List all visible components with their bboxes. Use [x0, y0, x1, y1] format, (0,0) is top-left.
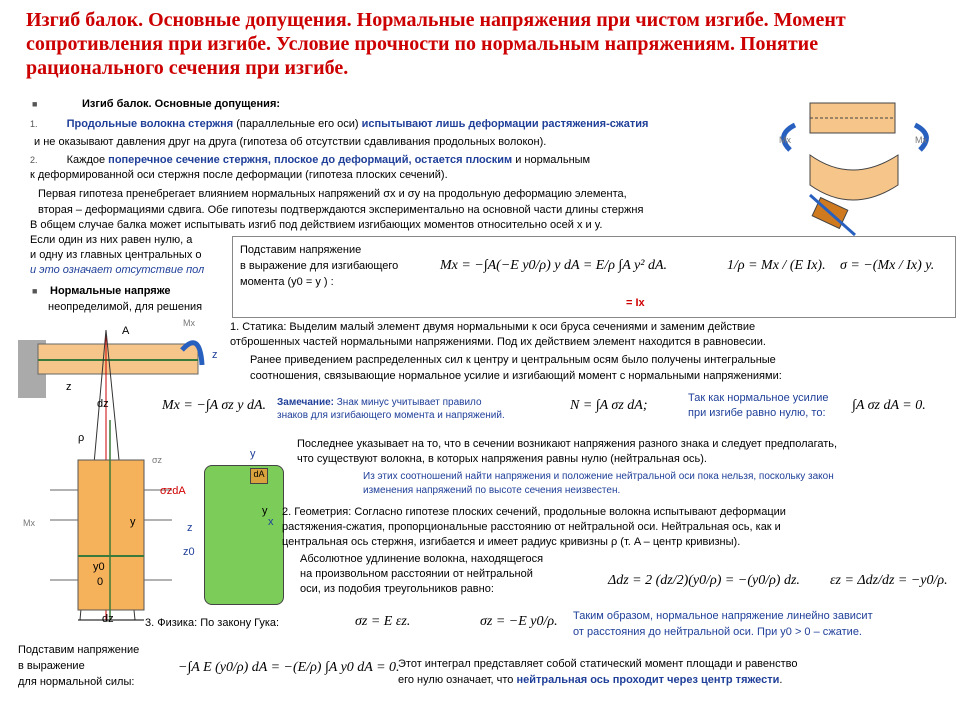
dz-bottom-label: dz	[102, 613, 114, 625]
beam-element-diagram	[10, 320, 210, 640]
n-note-1: Так как нормальное усилие	[688, 392, 829, 404]
section2-line: неопределимой, для решения	[48, 301, 203, 313]
bottom-right-1: Этот интеграл представляет собой статический момент площади и равенство	[398, 658, 798, 670]
z0-label: z0	[183, 546, 195, 558]
epsilon-formula: εz = Δdz/dz = −y0/ρ.	[830, 573, 948, 588]
remark: Замечание: Знак минус учитывает правило знаков для изгибающего момента и напряжений.	[277, 397, 505, 421]
section2-heading: Нормальные напряже	[50, 285, 171, 297]
n-note-2: при изгибе равно нулю, то:	[688, 407, 826, 419]
n-definition-formula: N = ∫A σz dA;	[570, 398, 648, 413]
para-5: и одну из главных центральных о	[30, 249, 202, 261]
rho-label: ρ	[78, 432, 85, 444]
section-heading: Изгиб балок. Основные допущения:	[82, 98, 281, 110]
dz-top-label: dz	[97, 398, 109, 410]
geom-p3: центральная ось стержня, изгибается и имеет радиус кривизны ρ (т. A – центр кривизны).	[282, 536, 741, 548]
item-1: 1. Продольные волокна стержня (параллельные его оси) испытывают лишь деформации растяжения-сжатия	[30, 118, 649, 130]
phys-conclusion-1: Таким образом, нормальное напряжение линейно зависит	[573, 610, 873, 622]
static-p5: Последнее указывает на то, что в сечении возникают напряжения разного знака и следует предполагать,	[297, 438, 838, 450]
item-1-cont: и не оказывают давления друг на друга (гипотеза об отсутствии сдавливания продольных волокон).	[34, 136, 547, 148]
static-p2: отброшенных частей нормальными напряжениями. Под их действием элемент находится в равновесии.	[230, 336, 766, 348]
mx-integral-formula: Mx = −∫A(−E y0/ρ) y dA = E/ρ ∫A y² dA.	[440, 258, 668, 273]
bottom-right-2: его нулю означает, что нейтральная ось проходит через центр тяжести.	[398, 674, 783, 686]
da-element: dA	[250, 468, 268, 484]
para-3: В общем случае балка может испытывать изгиб под действием изгибающих моментов относительно осей x и y.	[30, 219, 603, 231]
z-axis-label: z	[212, 349, 218, 361]
bullet-icon: ■	[32, 99, 38, 109]
delta-formula: Δdz = 2 (dz/2)(y0/ρ) = −(y0/ρ) dz.	[608, 573, 800, 588]
left-mx-label: Mx	[23, 518, 35, 528]
sigma-formula: σ = −(Mx / Ix) y.	[840, 258, 935, 273]
z-blue-label: z	[187, 522, 193, 534]
phys-conclusion-2: от расстояния до нейтральной оси. При y0 > 0 – сжатие.	[573, 626, 862, 638]
ix-label: = Ix	[626, 297, 645, 309]
geom-p1: 2. Геометрия: Согласно гипотезе плоских сечений, продольные волокна испытывают деформации	[282, 506, 786, 518]
y0-label: y0	[93, 561, 105, 573]
geom-p5: на произвольном расстоянии от нейтральной	[300, 568, 533, 580]
para-2: вторая – деформациями сдвига. Обе гипотезы подтверждаются экспериментально на основной части длины стержня	[38, 204, 644, 216]
point-a-label: A	[122, 325, 130, 337]
bottom-left-3: для нормальной силы:	[18, 676, 135, 688]
zero-label: 0	[97, 576, 104, 588]
z-label: z	[66, 381, 72, 393]
physics-label: 3. Физика: По закону Гука:	[145, 617, 280, 629]
section-y-dim: y	[262, 505, 268, 517]
item-2-cont: к деформированной оси стержня после деформации (гипотеза плоских сечений).	[30, 169, 448, 181]
item-2: 2. Каждое поперечное сечение стержня, плоское до деформаций, остается плоским и нормальным	[30, 154, 591, 166]
geom-p4: Абсолютное удлинение волокна, находящегося	[300, 553, 544, 565]
mx-definition-formula: Mx = −∫A σz y dA.	[162, 398, 267, 413]
box-text-3: момента (y0 = y ) :	[240, 276, 334, 288]
bullet-icon-2: ■	[32, 286, 38, 296]
geom-p2: растяжения-сжатия, пропорциональные расстоянию от нейтральной оси. Нейтральная ось, как и	[282, 521, 781, 533]
bending-diagram	[770, 95, 950, 240]
beam-mx-label: Mx	[183, 318, 195, 328]
section-y-label: y	[250, 448, 256, 460]
bottom-left-2: в выражение	[18, 660, 85, 672]
static-p7: Из этих соотношений найти напряжения и положение нейтральной оси пока нельзя, поскольку закон	[363, 471, 834, 482]
static-p3: Ранее приведением распределенных сил к центру и центральным осям было получены интегральные	[250, 354, 776, 366]
para-6: и это означает отсутствие пол	[30, 264, 205, 276]
box-text-1: Подставим напряжение	[240, 244, 362, 256]
static-p6: что существуют волокна, в которых напряжения равны нулю (нейтральная ось).	[297, 453, 707, 465]
n-zero-formula: ∫A σz dA = 0.	[852, 398, 926, 413]
y-label: y	[130, 516, 136, 528]
curvature-formula: 1/ρ = Mx / (E Ix).	[727, 258, 826, 273]
normal-force-formula: −∫A E (y0/ρ) dA = −(E/ρ) ∫A y0 dA = 0.	[178, 660, 400, 675]
static-p4: соотношения, связывающие нормальное усилие и изгибающий момент с нормальными напряжениями:	[250, 370, 782, 382]
static-p8: изменения напряжений по высоте сечения неизвестен.	[363, 485, 621, 496]
hooke-formula: σz = E εz.	[355, 614, 411, 629]
geom-p6: оси, из подобия треугольников равно:	[300, 583, 494, 595]
sigmaz-label: σz	[152, 455, 163, 465]
bottom-left-1: Подставим напряжение	[18, 644, 140, 656]
static-p1: 1. Статика: Выделим малый элемент двумя нормальными к оси бруса сечениями и заменим действие	[230, 321, 756, 333]
mx-label-right: Mx	[915, 135, 927, 145]
box-text-2: в выражение для изгибающего	[240, 260, 399, 272]
mx-label-left: Mx	[779, 135, 791, 145]
para-1: Первая гипотеза пренебрегает влиянием нормальных напряжений σx и σy на продольную деформацию элемента,	[38, 188, 627, 200]
section-x-label: x	[268, 516, 274, 528]
page-title: Изгиб балок. Основные допущения. Нормальные напряжения при чистом изгибе. Момент сопротивления при изгибе. Условие прочности по нормальным напряжениям. Понятие рационального сечения при изгибе.	[26, 9, 846, 79]
cross-section	[204, 465, 284, 605]
hooke-2-formula: σz = −E y0/ρ.	[480, 614, 558, 629]
sigmaz-da-label: σzdA	[160, 485, 186, 497]
para-4: Если один из них равен нулю, а	[30, 234, 193, 246]
